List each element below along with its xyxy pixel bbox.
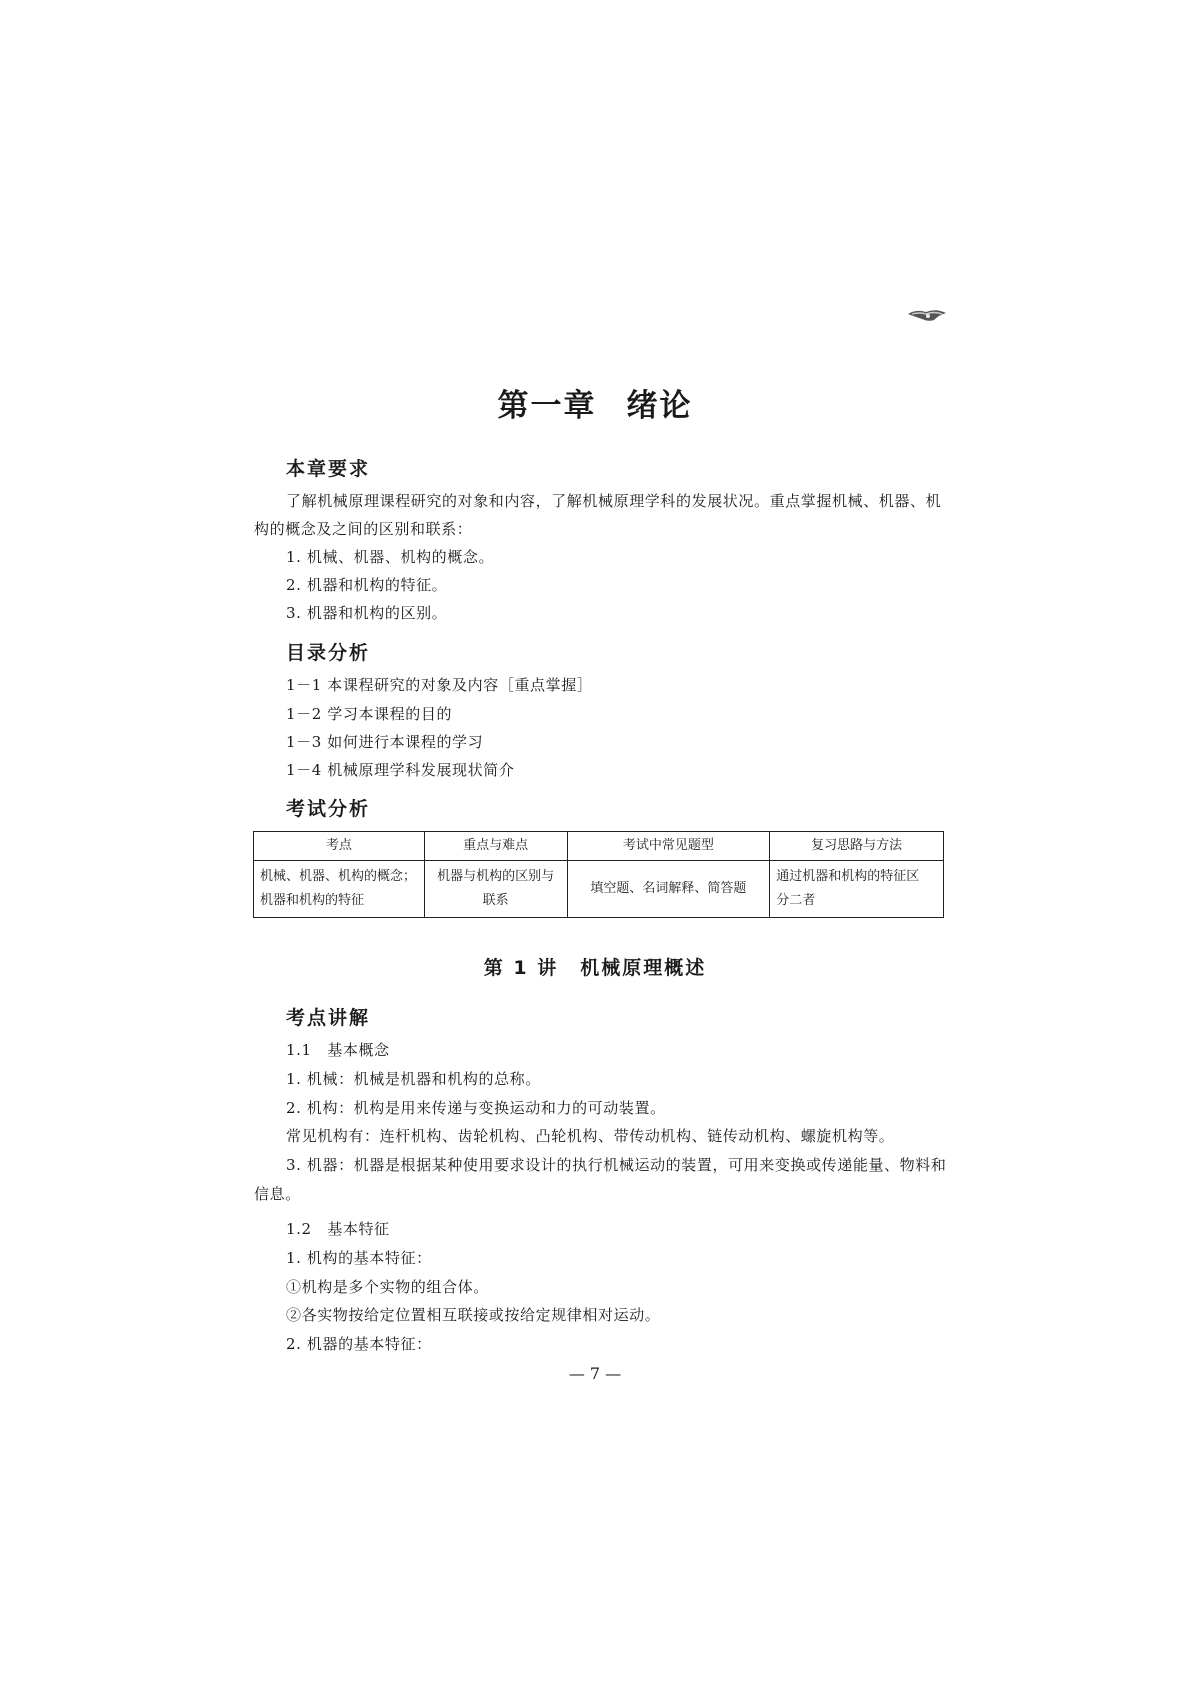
ornament-icon — [906, 306, 948, 324]
paragraph: ②各实物按给定位置相互联接或按给定规律相对运动。 — [286, 1306, 661, 1324]
chapter-number: 第一章 — [497, 388, 597, 424]
paragraph: 1. 机械：机械是机器和机构的总称。 — [286, 1070, 541, 1088]
column-header: 考点 — [254, 832, 425, 861]
contents-item: 1－4 机械原理学科发展现状简介 — [286, 761, 515, 779]
contents-item: 1－3 如何进行本课程的学习 — [286, 733, 484, 751]
column-header: 考试中常见题型 — [567, 832, 770, 861]
chapter-title — [0, 380, 1190, 425]
paragraph: 2. 机构：机构是用来传递与变换运动和力的可动装置。 — [286, 1099, 666, 1117]
requirement-item: 2. 机器和机构的特征。 — [286, 576, 448, 594]
paragraph: 1. 机构的基本特征： — [286, 1249, 432, 1267]
cell-line: 机械、机器、机构的概念； — [260, 869, 417, 884]
requirement-item: 1. 机械、机器、机构的概念。 — [286, 548, 495, 566]
column-header: 复习思路与方法 — [770, 832, 944, 861]
requirements-heading: 本章要求 — [286, 458, 371, 480]
chapter-name: 绪论 — [626, 388, 693, 424]
lecture-title — [0, 953, 1190, 980]
paragraph: ①机构是多个实物的组合体。 — [286, 1278, 489, 1296]
cell-line: 通过机器和机构的特征区 — [776, 869, 920, 884]
table-cell — [254, 861, 425, 918]
table-cell — [770, 861, 944, 918]
lecture-heading: 考点讲解 — [286, 1007, 371, 1029]
exam-table — [253, 831, 944, 918]
exam-heading: 考试分析 — [286, 798, 371, 820]
contents-heading: 目录分析 — [286, 642, 371, 664]
lecture-number: 第 1 讲 — [483, 957, 559, 979]
page-number: — 7 — — [568, 1364, 622, 1383]
cell-line: 分二者 — [776, 893, 816, 908]
requirements-intro-line1: 了解机械原理课程研究的对象和内容，了解机械原理学科的发展状况。重点掌握机械、机器、机 — [286, 492, 942, 510]
cell-line: 机器和机构的特征 — [260, 893, 365, 908]
paragraph: 信息。 — [254, 1185, 301, 1203]
contents-item: 1－1 本课程研究的对象及内容［重点掌握］ — [286, 676, 593, 694]
lecture-name: 机械原理概述 — [580, 957, 707, 979]
contents-item: 1－2 学习本课程的目的 — [286, 705, 453, 723]
requirement-item: 3. 机器和机构的区别。 — [286, 604, 448, 622]
paragraph: 2. 机器的基本特征： — [286, 1335, 432, 1353]
column-header: 重点与难点 — [424, 832, 567, 861]
section-title: 1.1 基本概念 — [286, 1041, 390, 1059]
table-cell: 填空题、名词解释、简答题 — [567, 861, 770, 918]
section-title: 1.2 基本特征 — [286, 1220, 390, 1238]
paragraph: 常见机构有：连杆机构、齿轮机构、凸轮机构、带传动机构、链传动机构、螺旋机构等。 — [286, 1127, 895, 1145]
table-row — [254, 861, 944, 918]
table-header-row — [254, 832, 944, 861]
requirements-intro-line2: 构的概念及之间的区别和联系： — [254, 520, 473, 538]
paragraph: 3. 机器：机器是根据某种使用要求设计的执行机械运动的装置，可用来变换或传递能量、物料和 — [286, 1156, 947, 1174]
table-cell: 机器与机构的区别与联系 — [424, 861, 567, 918]
